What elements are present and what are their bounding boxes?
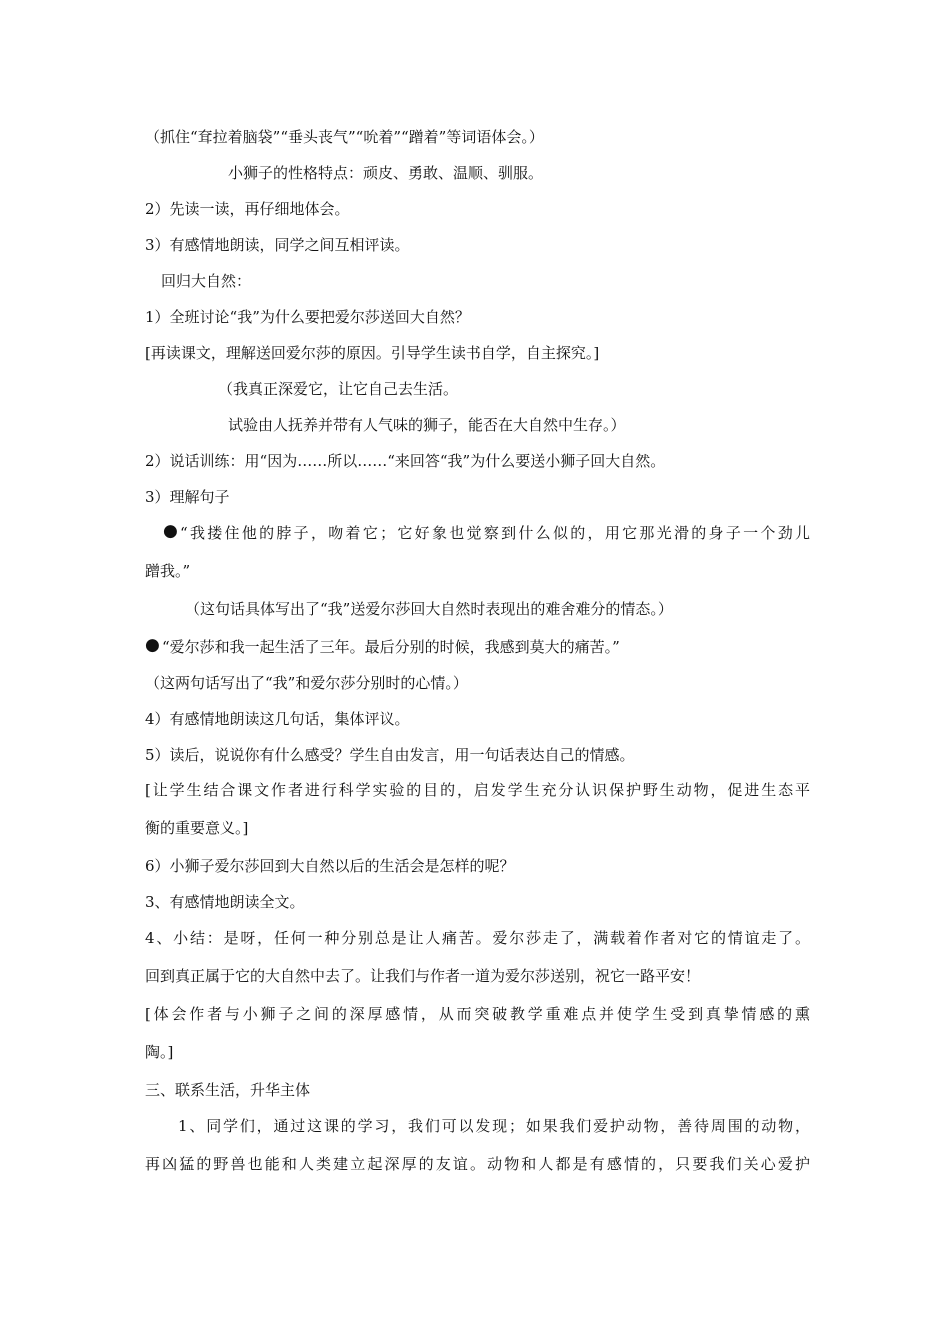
text-line-19: [让学生结合课文作者进行科学实验的目的，启发学生充分认识保护野生动物，促进生态平 (145, 781, 810, 799)
text-line-12: “我搂住他的脖子，吻着它；它好象也觉察到什么似的，用它那光滑的身子一个劲儿 (180, 524, 810, 542)
text-line-17: 4）有感情地朗读这几句话，集体评议。 (145, 710, 410, 728)
text-line-16: （这两句话写出了“我”和爱尔莎分别时的心情。） (145, 674, 468, 692)
text-line-6: 1）全班讨论“我”为什么要把爱尔莎送回大自然？ (145, 308, 470, 326)
text-line-24: 回到真正属于它的大自然中去了。让我们与作者一道为爱尔莎送别，祝它一路平安！ (145, 967, 701, 985)
text-line-1: （抓住“耷拉着脑袋”“垂头丧气”“吮着”“蹭着”等词语体会。） (145, 128, 544, 146)
bullet-icon: ● (163, 521, 178, 541)
text-line-5: 回归大自然： (161, 272, 252, 290)
text-line-3: 2）先读一读，再仔细地体会。 (145, 200, 350, 218)
text-line-26: 陶。] (145, 1043, 174, 1061)
text-line-20: 衡的重要意义。] (145, 819, 249, 837)
text-line-9: 试验由人抚养并带有人气味的狮子，能否在大自然中生存。） (228, 416, 626, 434)
text-line-13: 蹭我。” (145, 562, 191, 580)
text-line-27: 三、联系生活，升华主体 (145, 1081, 311, 1099)
bullet-icon: ● (145, 635, 160, 655)
text-line-23: 4、小结：是呀，任何一种分别总是让人痛苦。爱尔莎走了，满载着作者对它的情谊走了。 (145, 929, 810, 947)
text-line-25: [体会作者与小狮子之间的深厚感情，从而突破教学重难点并使学生受到真挚情感的熏 (145, 1005, 810, 1023)
text-line-15: “爱尔莎和我一起生活了三年。最后分别的时候，我感到莫大的痛苦。” (162, 638, 620, 656)
text-line-2: 小狮子的性格特点：顽皮、勇敢、温顺、驯服。 (228, 164, 544, 182)
text-line-8: （我真正深爱它，让它自己去生活。 (218, 380, 459, 398)
text-line-10: 2）说话训练：用“因为……所以……“来回答“我”为什么要送小狮子回大自然。 (145, 452, 666, 470)
text-line-11: 3）理解句子 (145, 488, 230, 506)
text-line-29: 再凶猛的野兽也能和人类建立起深厚的友谊。动物和人都是有感情的，只要我们关心爱护 (145, 1155, 810, 1173)
text-line-14: （这句话具体写出了“我”送爱尔莎回大自然时表现出的难舍难分的情态。） (185, 600, 673, 618)
text-line-4: 3）有感情地朗读，同学之间互相评读。 (145, 236, 410, 254)
text-line-28: 1、同学们，通过这课的学习，我们可以发现；如果我们爱护动物，善待周围的动物， (178, 1117, 810, 1135)
text-line-7: [再读课文，理解送回爱尔莎的原因。引导学生读书自学，自主探究。] (145, 344, 600, 362)
text-line-18: 5）读后，说说你有什么感受？学生自由发言，用一句话表达自己的情感。 (145, 746, 635, 764)
text-line-22: 3、有感情地朗读全文。 (145, 893, 305, 911)
text-line-21: 6）小狮子爱尔莎回到大自然以后的生活会是怎样的呢？ (145, 857, 515, 875)
